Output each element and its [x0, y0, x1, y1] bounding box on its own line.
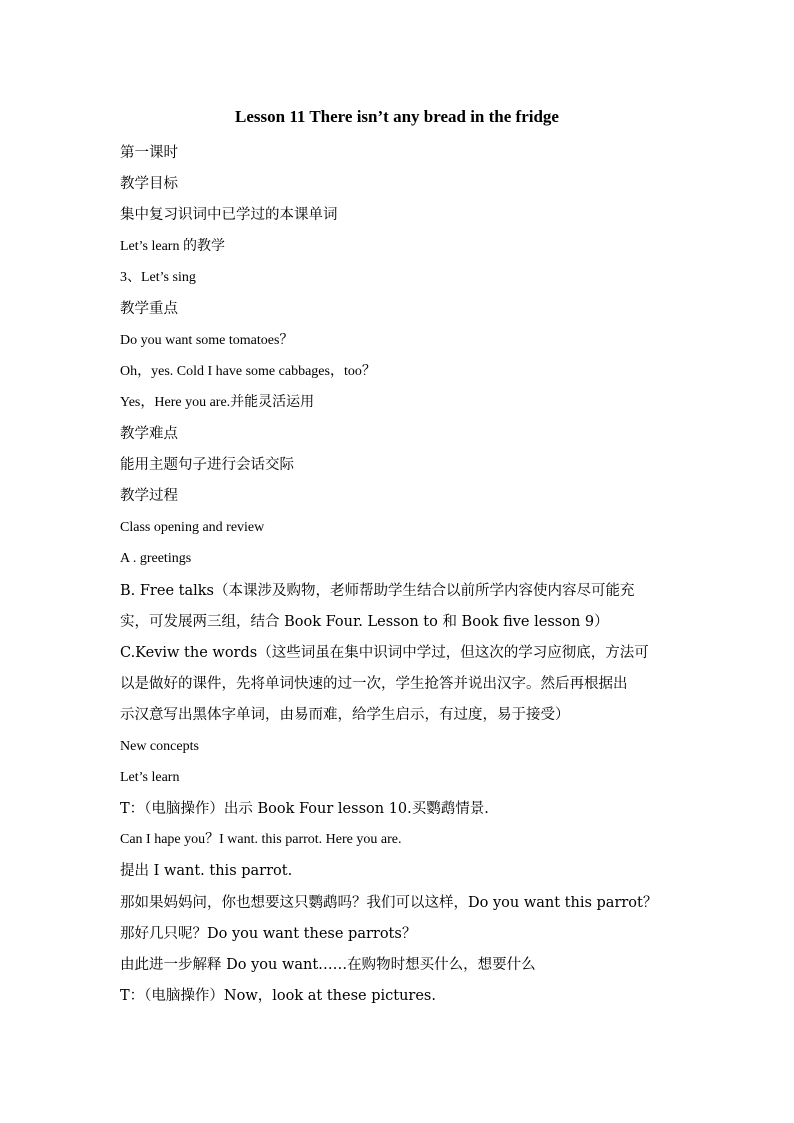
text-line: 实，可发展两三组，结合 Book Four. Lesson to 和 Book five lesson 9）: [120, 614, 609, 630]
text-line: Class opening and review: [120, 520, 265, 535]
text-line: B. Free talks（本课涉及购物，老师帮助学生结合以前所学内容使内容尽可能充: [120, 583, 635, 599]
text-line: 那好几只呢？Do you want these parrots？: [120, 926, 417, 942]
text-line: 提出 I want. this parrot.: [120, 863, 293, 879]
text-line: T：（电脑操作）出示 Book Four lesson 10.买鹦鹉情景.: [120, 801, 489, 817]
text-line: 那如果妈妈问，你也想要这只鹦鹉吗？我们可以这样，Do you want this parrot？: [120, 895, 658, 911]
text-line: Let’s learn: [120, 770, 180, 785]
text-line: 以是做好的课件，先将单词快速的过一次，学生抢答并说出汉字。然后再根据出: [120, 676, 628, 692]
text-line: 能用主题句子进行会话交际: [120, 457, 294, 473]
text-line: Oh，yes. Cold I have some cabbages，too？: [120, 364, 376, 379]
text-line: 3、Let’s sing: [120, 270, 196, 285]
text-line: Yes，Here you are.并能灵活运用: [120, 395, 315, 410]
text-line: 由此进一步解释 Do you want……在购物时想买什么，想要什么: [120, 957, 536, 973]
text-line: Do you want some tomatoes？: [120, 333, 294, 348]
text-line: 教学目标: [120, 176, 178, 192]
text-line: A . greetings: [120, 551, 192, 566]
text-line: 教学过程: [120, 488, 178, 504]
text-line: New concepts: [120, 739, 199, 754]
text-line: C.Keviw the words（这些词虽在集中识词中学过，但这次的学习应彻底，方法可: [120, 645, 649, 661]
text-line: 教学重点: [120, 301, 178, 317]
text-line: 第一课时: [120, 145, 178, 161]
text-line: Let’s learn 的教学: [120, 239, 225, 254]
text-line: T：（电脑操作）Now，look at these pictures.: [120, 988, 436, 1004]
text-line: Can I hape you？I want. this parrot. Here you are.: [120, 832, 402, 847]
text-line: 教学难点: [120, 426, 178, 442]
document-title: Lesson 11 There isn’t any bread in the fridge: [235, 107, 559, 126]
text-line: 示汉意写出黑体字单词，由易而难，给学生启示，有过度，易于接受）: [120, 707, 570, 723]
text-line: 集中复习识词中已学过的本课单词: [120, 207, 338, 223]
